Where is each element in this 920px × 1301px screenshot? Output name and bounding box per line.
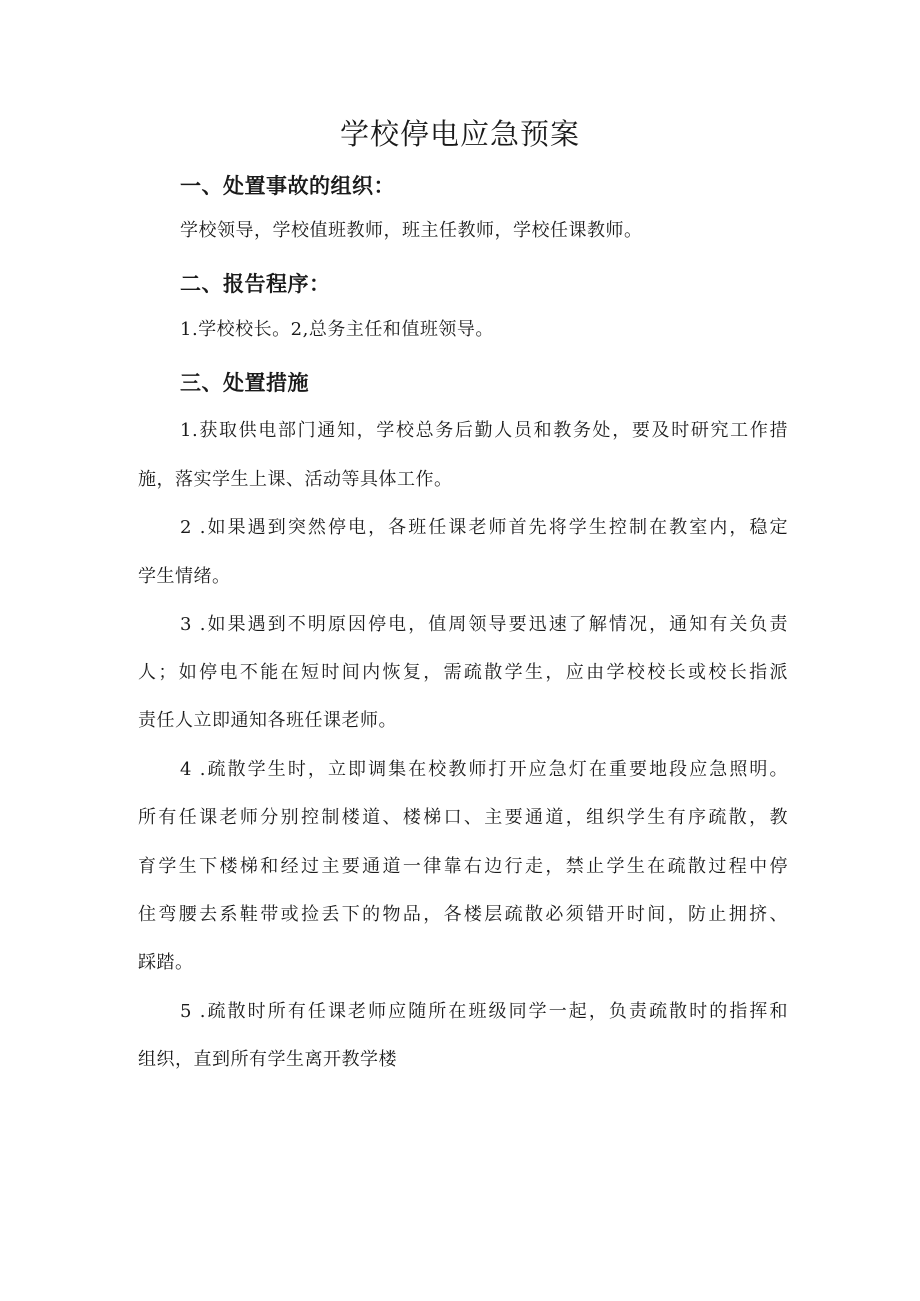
document-title: 学校停电应急预案 bbox=[339, 117, 580, 151]
measure-5-line-1: 5 .疏散时所有任课老师应随所在班级同学一起，负责疏散时的指挥和 bbox=[180, 1001, 788, 1022]
section-heading-organization: 一、处置事故的组织： bbox=[180, 174, 395, 198]
organization-text: 学校领导，学校值班教师，班主任教师，学校任课教师。 bbox=[180, 220, 643, 241]
measure-4-line-4: 住弯腰去系鞋带或捡丢下的物品，各楼层疏散必须错开时间，防止拥挤、 bbox=[138, 904, 788, 925]
measure-4-line-5: 踩踏。 bbox=[138, 952, 194, 973]
section-heading-report-procedure: 二、报告程序： bbox=[180, 272, 331, 296]
measure-1-line-1: 1.获取供电部门通知，学校总务后勤人员和教务处，要及时研究工作措 bbox=[180, 420, 788, 441]
measure-4-line-3: 育学生下楼梯和经过主要通道一律靠右边行走，禁止学生在疏散过程中停 bbox=[138, 856, 788, 877]
measure-3-line-1: 3 .如果遇到不明原因停电，值周领导要迅速了解情况，通知有关负责 bbox=[180, 614, 788, 635]
section-heading-measures: 三、处置措施 bbox=[180, 371, 309, 395]
report-procedure-text: 1.学校校长。2,总务主任和值班领导。 bbox=[180, 319, 494, 340]
measure-5-line-2: 组织，直到所有学生离开教学楼 bbox=[138, 1049, 397, 1070]
measure-3-line-3: 责任人立即通知各班任课老师。 bbox=[138, 710, 397, 731]
measure-2-line-1: 2 .如果遇到突然停电，各班任课老师首先将学生控制在教室内，稳定 bbox=[180, 517, 788, 538]
measure-4-line-1: 4 .疏散学生时，立即调集在校教师打开应急灯在重要地段应急照明。 bbox=[180, 759, 788, 780]
measure-1-line-2: 施，落实学生上课、活动等具体工作。 bbox=[138, 469, 453, 490]
measure-2-line-2: 学生情绪。 bbox=[138, 566, 231, 587]
measure-4-line-2: 所有任课老师分别控制楼道、楼梯口、主要通道，组织学生有序疏散，教 bbox=[138, 807, 788, 828]
measure-3-line-2: 人；如停电不能在短时间内恢复，需疏散学生，应由学校校长或校长指派 bbox=[138, 662, 788, 683]
